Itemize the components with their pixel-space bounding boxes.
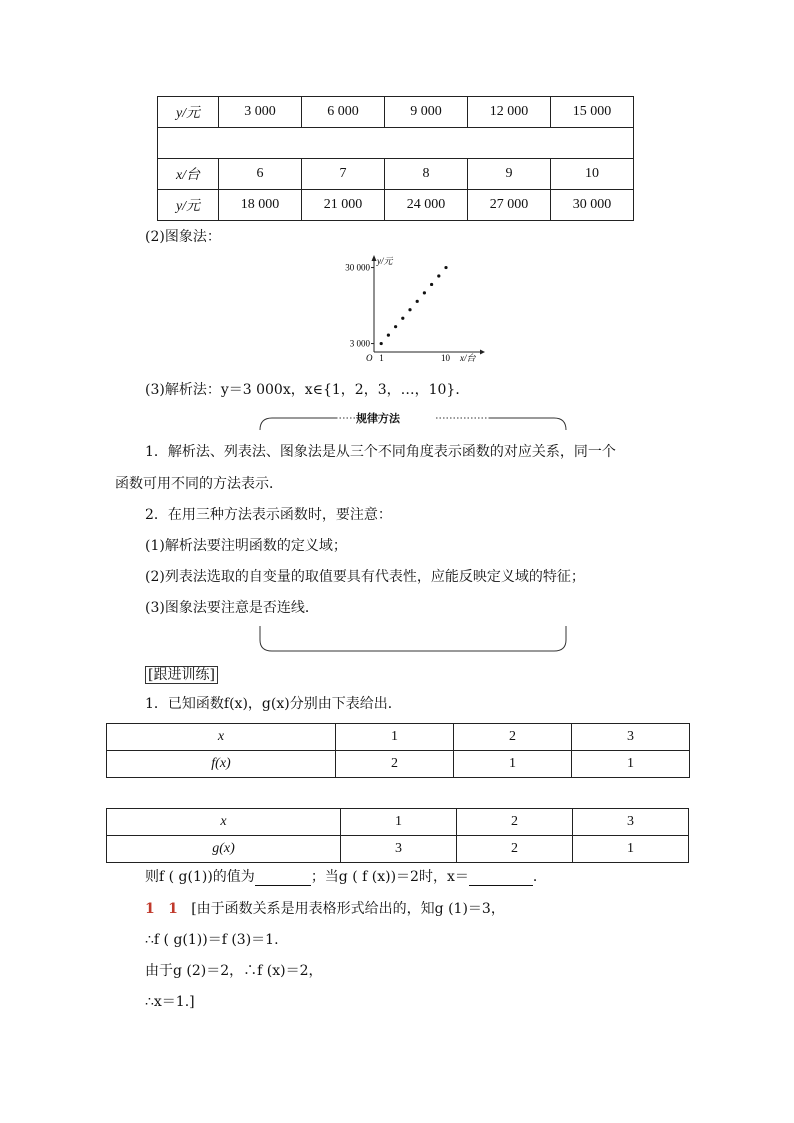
question-text-c: ． — [532, 869, 547, 885]
question-line — [145, 866, 547, 886]
data-point — [444, 266, 447, 269]
table-cell: 24 000 — [385, 190, 468, 221]
method-point: (2)列表法选取的自变量的取值要具有代表性，应能反映定义域的特征； — [145, 569, 585, 585]
solution-line: 由于g (2)＝2，∴f (x)＝2， — [145, 963, 323, 979]
x-tick-label: 1 — [379, 353, 384, 363]
table-cell: 18 000 — [219, 190, 302, 221]
row-label: y/元 — [158, 190, 219, 221]
table-row — [107, 836, 689, 863]
x-tick-label: 10 — [441, 353, 450, 363]
table-cell: 1 — [341, 809, 457, 836]
method-box-bottom-frame — [258, 624, 570, 654]
data-point — [430, 283, 433, 286]
table-row — [158, 159, 634, 190]
answer-1: 1 — [145, 901, 155, 917]
analytic-method-line: (3)解析法：y＝3 000x，x∈{1，2，3，…，10}． — [145, 382, 470, 398]
table-cell: 7 — [302, 159, 385, 190]
table-cell: 21 000 — [302, 190, 385, 221]
answer-blank-1 — [255, 871, 311, 886]
table-cell: 3 — [572, 724, 690, 751]
table-cell: 1 — [336, 724, 454, 751]
table-row — [107, 751, 690, 778]
table-row-blank — [158, 128, 634, 159]
question-1: 1．已知函数f(x)，g(x)分别由下表给出． — [145, 696, 402, 712]
y-tick-label: 3 000 — [349, 338, 370, 349]
row-label: x/台 — [158, 159, 219, 190]
answer-2: 1 — [168, 901, 178, 917]
method-point: 1．解析法、列表法、图象法是从三个不同角度表示函数的对应关系，同一个 — [145, 444, 616, 460]
table-cell: 27 000 — [468, 190, 551, 221]
table-row — [107, 724, 690, 751]
table-cell: 12 000 — [468, 97, 551, 128]
data-point — [401, 317, 404, 320]
table-cell: x — [107, 724, 336, 751]
table-row — [158, 97, 634, 128]
data-point — [423, 291, 426, 294]
table-cell: 1 — [454, 751, 572, 778]
table-cell: 8 — [385, 159, 468, 190]
table-cell: 15 000 — [551, 97, 634, 128]
method-box-title: 规律方法 — [356, 412, 400, 425]
table-cell: 2 — [457, 836, 573, 863]
method-point: (3)图象法要注意是否连线． — [145, 600, 319, 616]
table-row — [158, 190, 634, 221]
table-cell: 30 000 — [551, 190, 634, 221]
x-axis-arrow — [480, 350, 485, 355]
table-row — [107, 809, 689, 836]
blank-cell — [158, 128, 634, 159]
table-cell: 3 — [341, 836, 457, 863]
method-point: (1)解析法要注明函数的定义域； — [145, 538, 347, 554]
x-axis-label: x/台 — [460, 353, 476, 363]
method-box-top-frame — [258, 412, 570, 432]
table-cell: 1 — [573, 836, 689, 863]
data-point — [408, 308, 411, 311]
question-text-a: 则f ( g(1))的值为 — [145, 869, 255, 885]
section-title-graph: (2)图象法： — [145, 229, 221, 245]
function-table-f — [106, 723, 690, 778]
table-cell: 3 000 — [219, 97, 302, 128]
table-cell: x — [107, 809, 341, 836]
data-table-part — [157, 96, 634, 221]
row-label: y/元 — [158, 97, 219, 128]
solution-line: ∴f ( g(1))＝f (3)＝1. — [145, 932, 279, 948]
table-cell: 1 — [572, 751, 690, 778]
solution-line-1 — [145, 898, 505, 918]
y-tick-label: 30 000 — [345, 262, 370, 273]
table-cell: 6 — [219, 159, 302, 190]
scatter-chart — [330, 252, 490, 367]
table-cell: 9 — [468, 159, 551, 190]
method-point: 2．在用三种方法表示函数时，要注意： — [145, 507, 392, 523]
data-point — [387, 334, 390, 337]
table-cell: 9 000 — [385, 97, 468, 128]
origin-label: O — [366, 353, 373, 363]
solution-line: ∴x＝1.] — [145, 994, 195, 1010]
y-axis-arrow — [372, 255, 377, 261]
function-table-g — [106, 808, 689, 863]
question-text-b: ；当g ( f (x))＝2时，x＝ — [310, 869, 469, 885]
practice-tag: [跟进训练] — [145, 666, 218, 684]
data-point — [380, 342, 383, 345]
y-axis-label: y/元 — [377, 256, 393, 266]
table-cell: g(x) — [107, 836, 341, 863]
table-cell: f(x) — [107, 751, 336, 778]
table-cell: 2 — [454, 724, 572, 751]
table-cell: 10 — [551, 159, 634, 190]
method-point: 函数可用不同的方法表示． — [115, 476, 283, 492]
solution-text: [由于函数关系是用表格形式给出的，知g (1)＝3， — [191, 901, 505, 917]
data-point — [394, 325, 397, 328]
data-point — [437, 274, 440, 277]
table-cell: 6 000 — [302, 97, 385, 128]
data-point — [416, 300, 419, 303]
table-cell: 2 — [336, 751, 454, 778]
table-cell: 3 — [573, 809, 689, 836]
table-cell: 2 — [457, 809, 573, 836]
answer-blank-2 — [469, 871, 533, 886]
